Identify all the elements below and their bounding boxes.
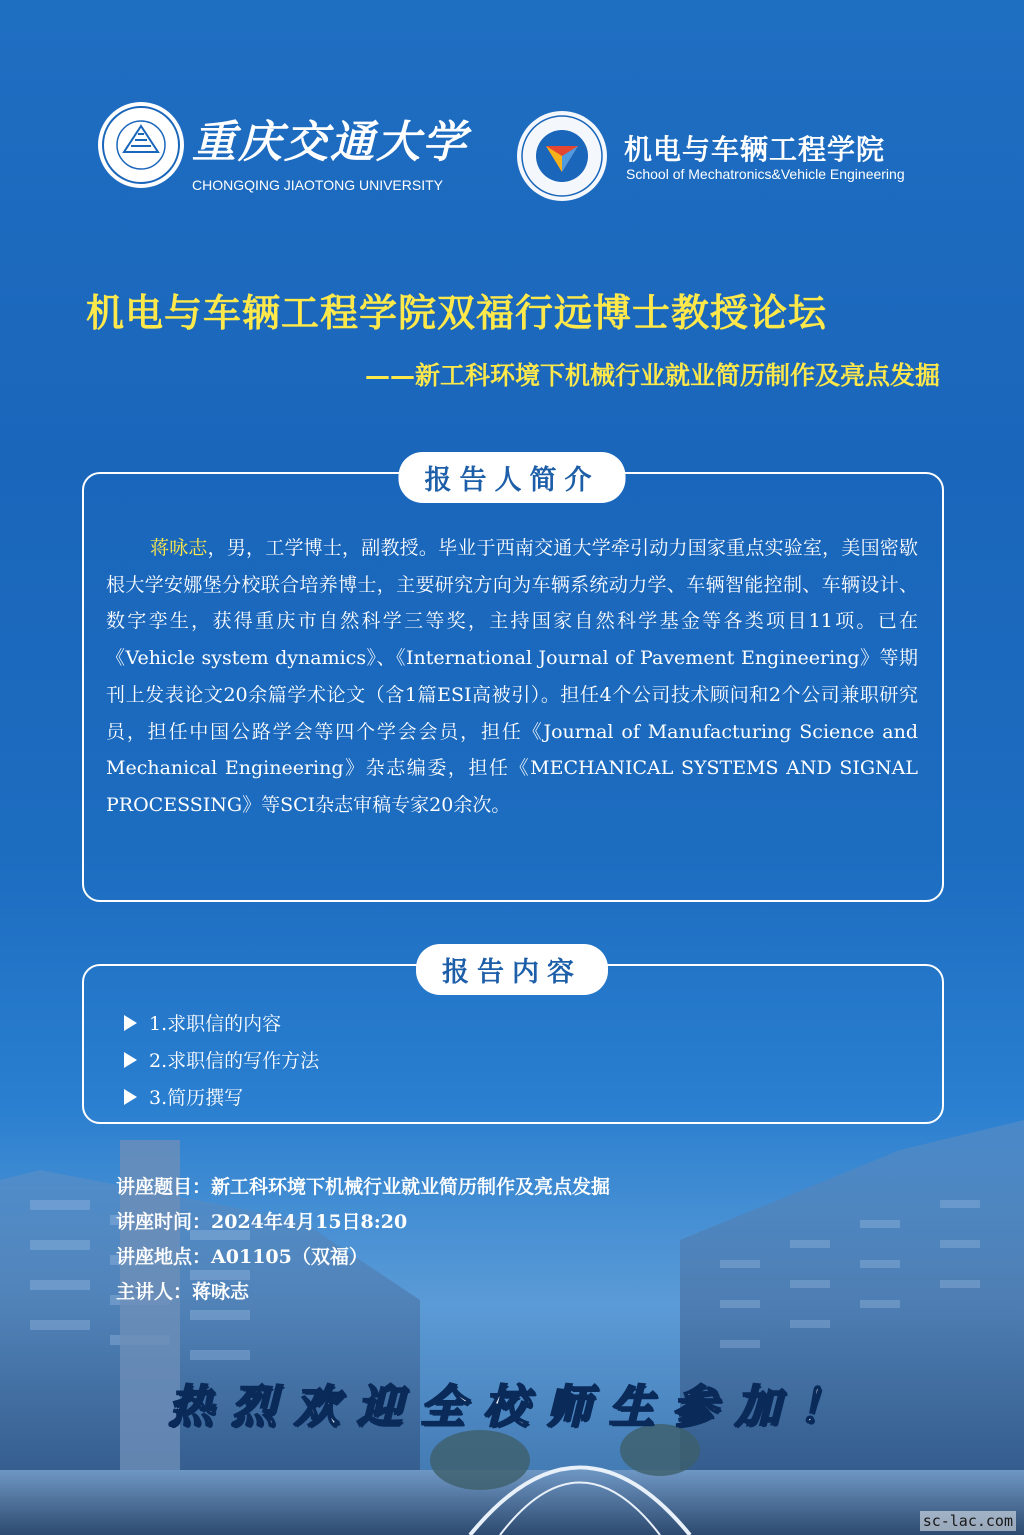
lecture-topic-row: 讲座题目： 新工科环境下机械行业就业简历制作及亮点发掘 (116, 1176, 611, 1198)
speaker-bio-text: ，男，工学博士，副教授。毕业于西南交通大学牵引动力国家重点实验室，美国密歇根大学安娜堡分校联合培养博士，主要研究方向为车辆系统动力学、车辆智能控制、车辆设计、数字孪生，获得重庆市自然科学三等奖，主持国家自然科学基金等各类项目11项。已在《Vehicle system dynamics》、《International Journal of Pavement Engineering》等期刊上发表论文20余篇学术论文（含1篇ESI高被引）。担任4个公司技术顾问和2个公司兼职研究员，担任中国公路学会等四个学会会员，担任《Journal of Manufacturing Science and Mechanical Engineering》杂志编委，担任《MECHANICAL SYSTEMS AND SIGNAL PROCESSING》等SCI杂志审稿专家20余次。 (106, 537, 918, 816)
university-name-en: CHONGQING JIAOTONG UNIVERSITY (192, 177, 443, 193)
triangle-bullet-icon (124, 1015, 137, 1031)
school-name-en: School of Mechatronics&Vehicle Engineering (626, 166, 905, 182)
speaker-intro-heading: 报告人简介 (399, 452, 626, 503)
lecture-info (116, 1172, 610, 1312)
report-content-heading: 报告内容 (416, 944, 608, 995)
watermark: sc-lac.com (920, 1511, 1016, 1531)
lecture-place-row: 讲座地点： A01105（双福） (116, 1246, 368, 1268)
list-item: 2.求职信的写作方法 (124, 1041, 319, 1078)
lecture-speaker-row: 主讲人： 蒋咏志 (116, 1281, 250, 1303)
university-logo-icon (96, 100, 186, 190)
list-item: 3.简历撰写 (124, 1078, 319, 1115)
welcome-slogan: 热烈欢迎全校师生参加！ (168, 1380, 862, 1433)
speaker-bio (106, 530, 918, 824)
triangle-bullet-icon (124, 1089, 137, 1105)
university-name-cn: 重庆交通大学 (192, 117, 468, 168)
triangle-bullet-icon (124, 1052, 137, 1068)
page-title: 机电与车辆工程学院双福行远博士教授论坛 (86, 290, 828, 335)
school-name-cn: 机电与车辆工程学院 (624, 133, 886, 166)
speaker-name: 蒋咏志 (150, 537, 208, 559)
lecture-time-row: 讲座时间： 2024年4月15日8:20 (116, 1211, 408, 1233)
page-subtitle: ——新工科环境下机械行业就业简历制作及亮点发掘 (364, 361, 940, 390)
school-logo-icon (516, 110, 608, 202)
report-content-list (124, 1004, 319, 1115)
list-item: 1.求职信的内容 (124, 1004, 319, 1041)
